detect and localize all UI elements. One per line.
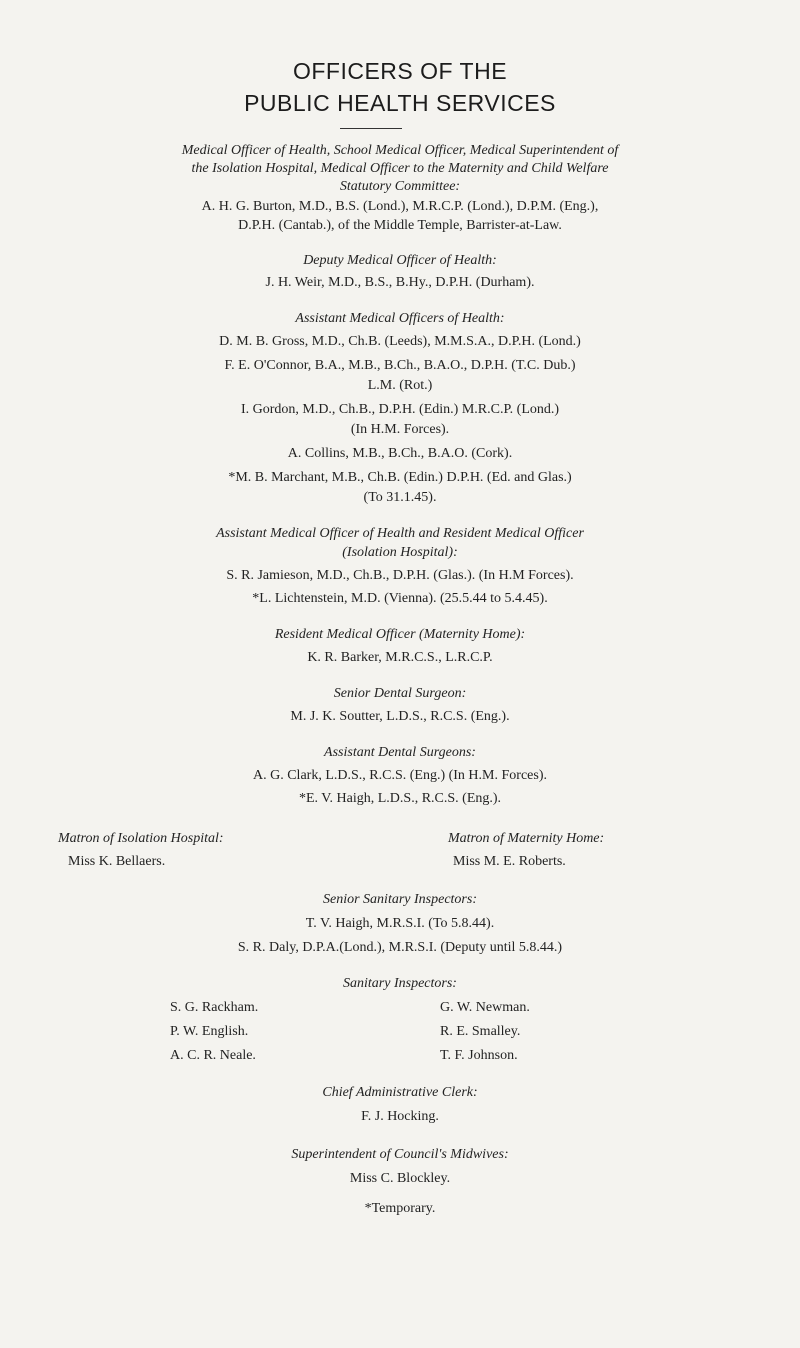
senior-sanitary-line-1: T. V. Haigh, M.R.S.I. (To 5.8.44). (305, 916, 495, 931)
resident-iso-heading-2: (Isolation Hospital): (342, 545, 458, 560)
page-title-line-1: OFFICERS OF THE (292, 58, 508, 84)
sanitary-heading: Sanitary Inspectors: (343, 976, 457, 991)
asst-dental-line-1: A. G. Clark, L.D.S., R.C.S. (Eng.) (In H.M. Forces). (253, 768, 547, 783)
moh-line-1: A. H. G. Burton, M.D., B.S. (Lond.), M.R.C.P. (Lond.), D.P.M. (Eng.), (201, 199, 599, 214)
moh-heading-1: Medical Officer of Health, School Medical Officer, Medical Superintendent of (181, 143, 619, 158)
sanitary-left-3: A. C. R. Neale. (170, 1048, 256, 1063)
resident-mat-heading: Resident Medical Officer (Maternity Home): (274, 627, 526, 642)
assistants-heading: Assistant Medical Officers of Health: (295, 311, 505, 326)
resident-mat-line-1: K. R. Barker, M.R.C.S., L.R.C.P. (307, 650, 493, 665)
assistants-line-6: A. Collins, M.B., B.Ch., B.A.O. (Cork). (287, 446, 513, 461)
sanitary-right-3: T. F. Johnson. (440, 1048, 518, 1063)
clerk-heading: Chief Administrative Clerk: (322, 1085, 478, 1100)
matron-iso-name: Miss K. Bellaers. (68, 854, 166, 869)
title-divider (340, 128, 402, 129)
deputy-heading: Deputy Medical Officer of Health: (303, 253, 497, 268)
clerk-name: F. J. Hocking. (361, 1109, 439, 1124)
midwives-heading: Superintendent of Council's Midwives: (291, 1147, 509, 1162)
assistants-line-1: D. M. B. Gross, M.D., Ch.B. (Leeds), M.M.S.A., D.P.H. (Lond.) (219, 334, 581, 349)
moh-heading-3: Statutory Committee: (339, 179, 461, 194)
dental-line-1: M. J. K. Soutter, L.D.S., R.C.S. (Eng.). (290, 709, 510, 724)
footnote-temporary: *Temporary. (364, 1201, 436, 1216)
matron-mat-name: Miss M. E. Roberts. (453, 854, 566, 869)
deputy-line-1: J. H. Weir, M.D., B.S., B.Hy., D.P.H. (Durham). (265, 275, 535, 290)
matron-iso-heading: Matron of Isolation Hospital: (58, 831, 224, 846)
moh-heading-2: the Isolation Hospital, Medical Officer to the Maternity and Child Welfare (191, 161, 609, 176)
sanitary-left-1: S. G. Rackham. (170, 1000, 259, 1015)
assistants-line-3: L.M. (Rot.) (367, 378, 433, 393)
sanitary-left-2: P. W. English. (170, 1024, 249, 1039)
midwives-name: Miss C. Blockley. (349, 1171, 451, 1186)
resident-iso-heading-1: Assistant Medical Officer of Health and Resident Medical Officer (216, 526, 584, 541)
assistants-line-7: *M. B. Marchant, M.B., Ch.B. (Edin.) D.P.H. (Ed. and Glas.) (228, 470, 572, 485)
matron-mat-heading: Matron of Maternity Home: (448, 831, 605, 846)
resident-iso-line-1: S. R. Jamieson, M.D., Ch.B., D.P.H. (Glas.). (In H.M Forces). (226, 568, 574, 583)
dental-heading: Senior Dental Surgeon: (333, 686, 467, 701)
asst-dental-heading: Assistant Dental Surgeons: (324, 745, 476, 760)
moh-line-2: D.P.H. (Cantab.), of the Middle Temple, Barrister-at-Law. (238, 218, 562, 233)
resident-iso-line-2: *L. Lichtenstein, M.D. (Vienna). (25.5.44 to 5.4.45). (252, 591, 548, 606)
page-title-line-2: PUBLIC HEALTH SERVICES (244, 90, 556, 116)
assistants-line-2: F. E. O'Connor, B.A., M.B., B.Ch., B.A.O., D.P.H. (T.C. Dub.) (224, 358, 576, 373)
sanitary-right-2: R. E. Smalley. (440, 1024, 521, 1039)
assistants-line-8: (To 31.1.45). (363, 490, 437, 505)
assistants-line-4: I. Gordon, M.D., Ch.B., D.P.H. (Edin.) M.R.C.P. (Lond.) (240, 402, 560, 417)
senior-sanitary-heading: Senior Sanitary Inspectors: (323, 892, 477, 907)
senior-sanitary-line-2: S. R. Daly, D.P.A.(Lond.), M.R.S.I. (Deputy until 5.8.44.) (237, 940, 563, 955)
sanitary-right-1: G. W. Newman. (440, 1000, 530, 1015)
asst-dental-line-2: *E. V. Haigh, L.D.S., R.C.S. (Eng.). (298, 791, 502, 806)
assistants-line-5: (In H.M. Forces). (350, 422, 450, 437)
